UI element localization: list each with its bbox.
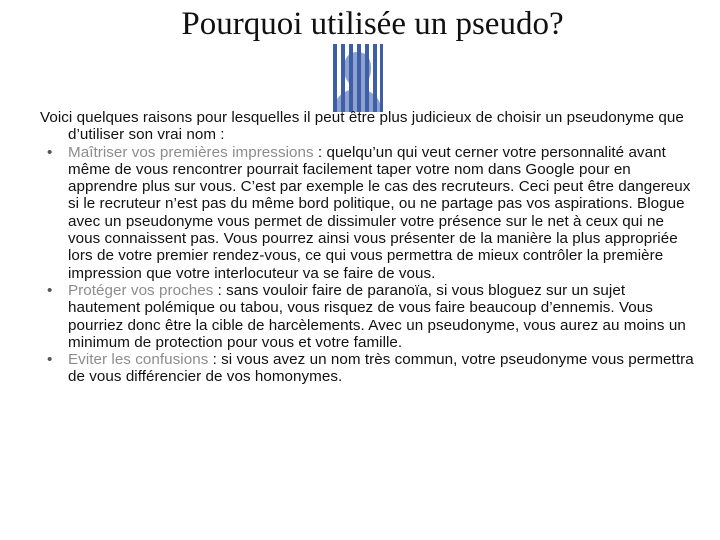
bullet-item xyxy=(40,351,700,386)
bullet-item xyxy=(40,282,700,351)
bullet-text: : quelqu’un qui veut cerner votre personnalité avant même de vous rencontrer pourrait facilement taper votre nom dans Google pour en apprendre plus sur vous. C’est par exemple le cas des recruteurs. Ceci peut être dangereux si le recruteur n’est pas du même bord politique, ou ne partage pas vos aspirations. Blogue avec un pseudonyme vous permet de dissimuler votre présence sur le net à ceux qui ne vous connaissent pas. Vous pourrez ainsi vous présenter de la manière la plus appropriée lors de votre premier rendez-vous, ce qui vous permettra de mieux contrôler la première impression que votre interlocuteur va se faire de vous. xyxy=(68,143,691,282)
bullet-term: Maîtriser vos premières impressions xyxy=(68,143,314,161)
bullet-list xyxy=(40,144,700,386)
bullet-icon: • xyxy=(47,281,53,299)
slide-body xyxy=(40,109,700,386)
slide-title: Pourquoi utilisée un pseudo? xyxy=(181,6,564,42)
bullet-term: Eviter les confusions xyxy=(68,351,209,369)
anonymous-silhouette-image xyxy=(332,44,383,112)
bullet-item xyxy=(40,144,700,282)
bullet-term: Protéger vos proches xyxy=(68,281,214,299)
intro-paragraph: Voici quelques raisons pour lesquelles il peut être plus judicieux de choisir un pseudonyme que d’utiliser son vrai nom : xyxy=(40,109,684,144)
bullet-icon: • xyxy=(47,351,53,369)
bullet-text: : sans vouloir faire de paranoïa, si vous bloguez sur un sujet hautement polémique ou tabou, vous risquez de vous faire beaucoup d’ennemis. Vous pourriez donc être la cible de harcèlements. Avec un pseudonyme, vous aurez au moins un minimum de protection pour vous et votre famille. xyxy=(68,281,686,351)
bullet-icon: • xyxy=(47,143,53,161)
bullet-text: : si vous avez un nom très commun, votre pseudonyme vous permettra de vous différencier de vos homonymes. xyxy=(68,351,694,386)
